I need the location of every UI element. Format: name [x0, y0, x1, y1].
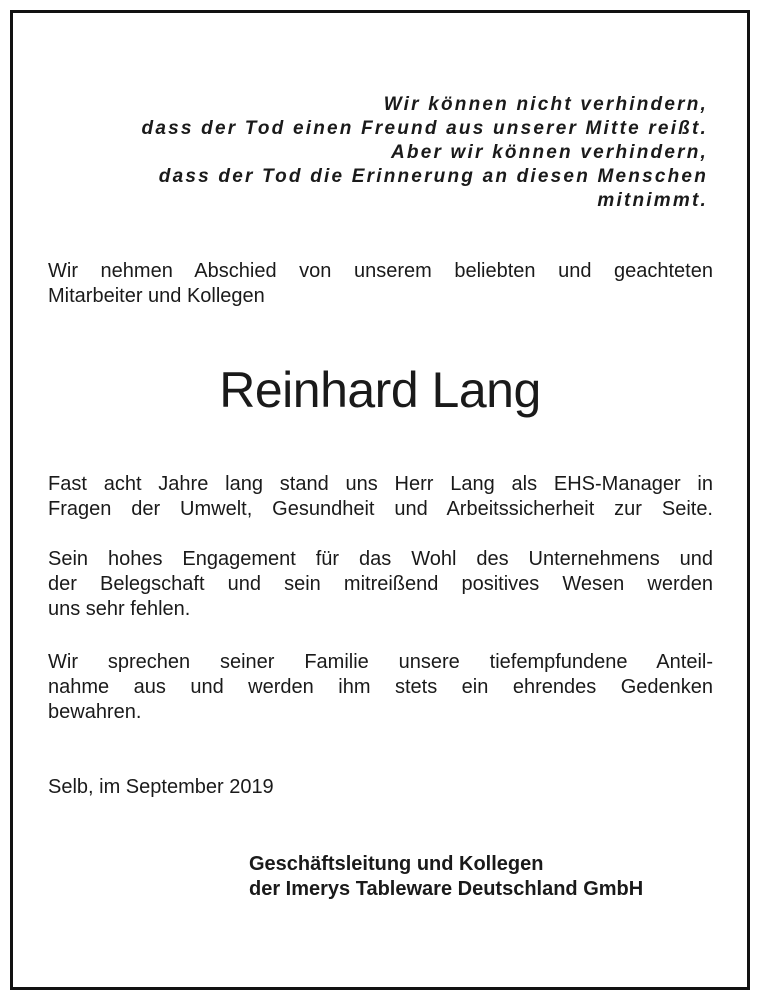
quote-line: mitnimmt.	[597, 190, 708, 211]
tenure-paragraph	[48, 472, 713, 522]
condolence-line: Wir sprechen seiner Familie unsere tiefempfundene Anteil-	[48, 651, 713, 673]
tenure-line: Fragen der Umwelt, Gesundheit und Arbeitssicherheit zur Seite.	[48, 498, 713, 520]
quote-line: dass der Tod die Erinnerung an diesen Menschen	[158, 166, 708, 187]
signature-line: Geschäftsleitung und Kollegen	[249, 853, 544, 875]
condolence-paragraph	[48, 650, 713, 725]
quote-line: dass der Tod einen Freund aus unserer Mitte reißt.	[141, 118, 708, 139]
intro-line: Mitarbeiter und Kollegen	[48, 285, 265, 307]
engagement-paragraph	[48, 547, 713, 622]
memorial-quote	[28, 93, 708, 213]
signature-line: der Imerys Tableware Deutschland GmbH	[249, 878, 644, 900]
engagement-line: der Belegschaft und sein mitreißend positives Wesen werden	[48, 573, 713, 595]
condolence-line: bewahren.	[48, 701, 142, 723]
tenure-line: Fast acht Jahre lang stand uns Herr Lang als EHS-Manager in	[48, 473, 713, 495]
intro-paragraph	[48, 259, 713, 309]
quote-line: Aber wir können verhindern,	[390, 142, 708, 163]
condolence-line: nahme aus und werden ihm stets ein ehrendes Gedenken	[48, 676, 713, 698]
quote-line: Wir können nicht verhindern,	[383, 94, 708, 115]
deceased-name: Reinhard Lang	[219, 362, 541, 418]
engagement-line: Sein hohes Engagement für das Wohl des Unternehmens und	[48, 548, 713, 570]
engagement-line: uns sehr fehlen.	[48, 598, 191, 620]
signature-block	[249, 852, 643, 902]
intro-line: Wir nehmen Abschied von unserem beliebten und geachteten	[48, 260, 713, 282]
place-date: Selb, im September 2019	[48, 776, 274, 798]
